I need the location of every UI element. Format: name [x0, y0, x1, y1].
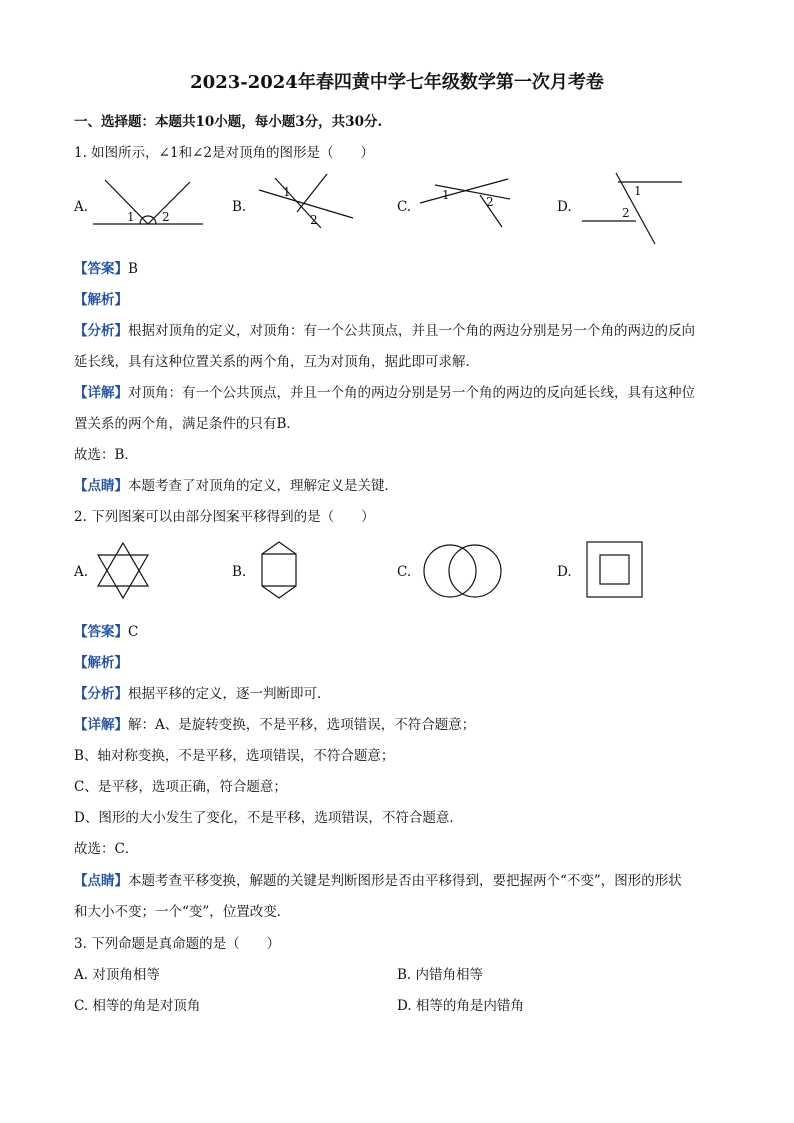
q1-comment: 【点睛】本题考查了对顶角的定义，理解定义是关键． — [74, 478, 398, 494]
q2-detail-line-3: C、是平移，选项正确，符合题意； — [74, 779, 287, 795]
q2-figure-d-squares — [585, 540, 645, 600]
q1-option-b-label: B. — [232, 199, 247, 215]
q1-figure-d — [578, 170, 688, 248]
q1-analysis-line-2: 延长线，具有这种位置关系的两个角，互为对顶角，据此即可求解． — [74, 354, 479, 370]
q2-choice: 故选：C． — [74, 841, 139, 857]
q1-figure-c — [410, 175, 520, 230]
svg-text:2: 2 — [622, 206, 630, 220]
q3-stem: 3. 下列命题是真命题的是（ ） — [74, 936, 281, 952]
q1-analysis-line-1: 【分析】根据对顶角的定义，对顶角：有一个公共顶点，并且一个角的两边分别是另一个角的两边的反向 — [74, 323, 695, 339]
q1-analysis-heading: 【解析】 — [74, 292, 128, 308]
svg-text:2: 2 — [310, 213, 318, 227]
svg-text:1: 1 — [634, 184, 642, 198]
q1-figure-a — [90, 172, 210, 232]
q1-detail-line-1: 【详解】对顶角：有一个公共顶点，并且一个角的两边分别是另一个角的两边的反向延长线，具有这种位 — [74, 385, 695, 401]
q2-option-b-label: B. — [232, 564, 247, 580]
q2-analysis-heading: 【解析】 — [74, 655, 128, 671]
q1-stem: 1. 如图所示，∠1和∠2是对顶角的图形是（ ） — [74, 145, 374, 161]
q2-figure-a-hexagram — [96, 541, 152, 601]
svg-text:1: 1 — [127, 210, 135, 224]
q2-detail-line-1: 【详解】解：A、是旋转变换，不是平移，选项错误，不符合题意； — [74, 717, 476, 733]
q3-option-c: C. 相等的角是对顶角 — [74, 998, 201, 1014]
q2-detail-line-2: B、轴对称变换，不是平移，选项错误，不符合题意； — [74, 748, 395, 764]
q2-stem: 2. 下列图案可以由部分图案平移得到的是（ ） — [74, 509, 375, 525]
q1-option-c-label: C. — [397, 199, 412, 215]
q3-option-b: B. 内错角相等 — [397, 967, 484, 983]
q2-figure-b-hexagon — [258, 540, 302, 602]
q2-analysis: 【分析】根据平移的定义，逐一判断即可． — [74, 686, 331, 702]
q2-option-c-label: C. — [397, 564, 412, 580]
q1-option-d-label: D. — [557, 199, 572, 215]
q2-figure-c-circles — [420, 542, 506, 600]
q2-answer: 【答案】C — [74, 624, 139, 640]
svg-text:1: 1 — [442, 188, 450, 202]
q2-comment-line-2: 和大小不变；一个“变”，位置改变． — [74, 904, 291, 920]
section-heading: 一、选择题：本题共10小题，每小题3分，共30分. — [74, 114, 383, 130]
q1-option-a-label: A. — [74, 199, 89, 215]
q2-option-a-label: A. — [74, 564, 89, 580]
page-title: 2023-2024年春四黄中学七年级数学第一次月考卷 — [190, 72, 604, 93]
q1-figure-b — [255, 170, 360, 235]
q2-comment-line-1: 【点睛】本题考查平移变换，解题的关键是判断图形是否由平移得到，要把握两个“不变”，图形的形状 — [74, 873, 682, 889]
q2-detail-line-4: D、图形的大小发生了变化，不是平移，选项错误，不符合题意． — [74, 810, 463, 826]
svg-text:2: 2 — [486, 195, 494, 209]
svg-text:1: 1 — [283, 185, 291, 199]
q1-detail-line-2: 置关系的两个角，满足条件的只有B． — [74, 416, 300, 432]
q3-option-a: A. 对顶角相等 — [74, 967, 160, 983]
q1-answer: 【答案】B — [74, 261, 138, 277]
q3-option-d: D. 相等的角是内错角 — [397, 998, 524, 1014]
svg-text:2: 2 — [162, 210, 170, 224]
q2-option-d-label: D. — [557, 564, 572, 580]
q1-choice: 故选：B． — [74, 447, 138, 463]
